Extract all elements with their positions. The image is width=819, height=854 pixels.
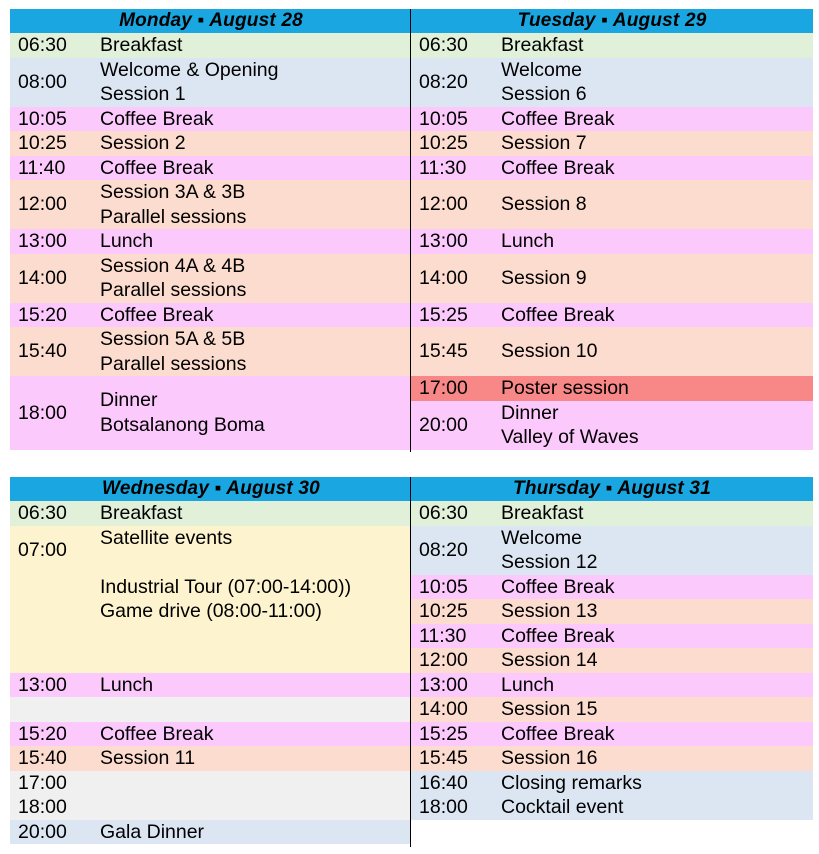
row-event: Session 2 — [100, 132, 186, 154]
row-time: 08:20 — [419, 70, 468, 93]
schedule-row — [411, 156, 813, 181]
row-time: 14:00 — [18, 266, 67, 289]
row-event: Coffee Break — [100, 156, 214, 179]
row-time: 15:40 — [18, 747, 67, 769]
row-time: 11:30 — [419, 624, 467, 647]
row-time: 11:30 — [419, 156, 467, 179]
schedule-row — [411, 327, 813, 376]
row-time: 06:30 — [419, 502, 468, 524]
row-event: Coffee Break — [501, 107, 615, 130]
row-event: Coffee Break — [501, 303, 615, 326]
row-event: Coffee Break — [100, 722, 214, 745]
row-event: Session 14 — [501, 649, 598, 671]
day-header-tuesday: Tuesday ▪ August 29 — [411, 9, 813, 33]
row-time: 14:00 — [419, 698, 468, 720]
row-event: Coffee Break — [100, 107, 214, 130]
row-event: Breakfast — [100, 34, 183, 56]
row-time: 15:25 — [419, 303, 468, 326]
row-event: Closing remarks — [501, 771, 642, 794]
row-time: 11:40 — [18, 156, 66, 179]
schedule-row — [411, 575, 813, 600]
row-event: Session 15 — [501, 698, 598, 720]
row-time: 15:45 — [419, 340, 468, 363]
row-time: 20:00 — [419, 413, 468, 436]
schedule-row — [411, 376, 813, 401]
row-time: 10:25 — [419, 600, 468, 622]
row-event: Dinner Valley of Waves — [501, 401, 639, 448]
row-event: Session 7 — [501, 132, 587, 154]
day-header-wednesday: Wednesday ▪ August 30 — [10, 477, 412, 501]
schedule-row — [10, 722, 412, 747]
row-time: 14:00 — [419, 266, 468, 289]
row-time: 13:00 — [18, 673, 67, 696]
schedule-row — [411, 746, 813, 771]
day-panel-tuesday — [411, 9, 813, 450]
row-event: Session 5A & 5B Parallel sessions — [100, 328, 247, 375]
row-time: 15:20 — [18, 722, 67, 745]
schedule-row — [10, 697, 412, 722]
schedule-row — [10, 526, 412, 673]
day-panel-monday — [10, 9, 412, 450]
schedule-row — [411, 229, 813, 254]
row-event: Session 11 — [100, 747, 196, 769]
schedule-row — [411, 697, 813, 722]
row-time: 06:30 — [18, 34, 67, 56]
row-event: Session 4A & 4B Parallel sessions — [100, 254, 247, 301]
schedule-row — [411, 820, 813, 845]
row-event: Poster session — [501, 377, 629, 399]
row-event: Coffee Break — [100, 303, 214, 326]
row-event: Lunch — [100, 673, 154, 696]
row-event: Gala Dinner — [100, 820, 205, 843]
day-header-thursday: Thursday ▪ August 31 — [411, 477, 813, 501]
row-event: Coffee Break — [501, 156, 615, 179]
row-event: Lunch — [100, 230, 154, 252]
schedule-row — [411, 599, 813, 624]
row-event: Cocktail event — [501, 796, 624, 818]
day-panel-thursday — [411, 477, 813, 844]
row-time: 18:00 — [419, 796, 468, 818]
schedule-row — [411, 58, 813, 107]
row-event: Session 8 — [501, 193, 587, 216]
row-time: 06:30 — [419, 34, 468, 56]
schedule-row — [10, 229, 412, 254]
schedule-row — [411, 722, 813, 747]
schedule-row — [10, 673, 412, 698]
schedule-row — [411, 107, 813, 132]
row-time: 15:40 — [18, 340, 67, 363]
row-event: Session 13 — [501, 600, 598, 622]
schedule-row — [411, 401, 813, 450]
row-time: 12:00 — [419, 649, 468, 671]
day-header-monday: Monday ▪ August 28 — [10, 9, 412, 33]
schedule-row — [10, 376, 412, 450]
row-event: Breakfast — [501, 34, 584, 56]
row-event: Welcome Session 6 — [501, 58, 587, 105]
schedule-row — [411, 673, 813, 698]
row-time: 13:00 — [419, 673, 468, 696]
row-event: Session 16 — [501, 747, 598, 769]
row-time: 12:00 — [18, 193, 67, 216]
row-event: Coffee Break — [501, 575, 615, 598]
column-divider-top — [410, 9, 411, 452]
row-event: Session 9 — [501, 266, 587, 289]
schedule-row — [411, 303, 813, 328]
schedule-rows-monday — [10, 33, 412, 450]
schedule-row — [10, 795, 412, 820]
row-event: Lunch — [501, 230, 555, 252]
schedule-row — [10, 131, 412, 156]
schedule-row — [411, 624, 813, 649]
schedule-row — [411, 254, 813, 303]
schedule-row — [10, 156, 412, 181]
schedule-row — [10, 58, 412, 107]
schedule-row — [411, 648, 813, 673]
row-time: 15:20 — [18, 303, 67, 326]
row-time: 13:00 — [419, 230, 468, 252]
row-time: 17:00 — [419, 377, 468, 399]
schedule-row — [411, 526, 813, 575]
schedule-row — [411, 795, 813, 820]
schedule-row — [10, 303, 412, 328]
row-time: 10:05 — [419, 575, 468, 598]
column-divider-bottom — [410, 477, 411, 847]
day-panel-wednesday — [10, 477, 412, 844]
row-time: 07:00 — [18, 538, 67, 561]
row-event: Coffee Break — [501, 624, 615, 647]
schedule-rows-thursday — [411, 501, 813, 844]
schedule-row — [10, 33, 412, 58]
row-time: 20:00 — [18, 820, 67, 843]
row-time: 15:25 — [419, 722, 468, 745]
row-event: Coffee Break — [501, 722, 615, 745]
row-time: 17:00 — [18, 771, 67, 794]
schedule-row — [10, 501, 412, 526]
row-event: Session 3A & 3B Parallel sessions — [100, 181, 247, 228]
row-event: Lunch — [501, 673, 555, 696]
row-event: Session 10 — [501, 340, 598, 363]
row-event: Dinner Botsalanong Boma — [100, 389, 265, 436]
schedule-row — [10, 180, 412, 229]
schedule-row — [411, 33, 813, 58]
schedule-row — [10, 107, 412, 132]
schedule-rows-wednesday — [10, 501, 412, 844]
schedule-row — [10, 771, 412, 796]
row-time: 18:00 — [18, 401, 67, 424]
row-time: 10:05 — [419, 107, 468, 130]
schedule-rows-tuesday — [411, 33, 813, 450]
row-event: Welcome & Opening Session 1 — [100, 58, 279, 105]
schedule-row — [10, 327, 412, 376]
row-time: 13:00 — [18, 230, 67, 252]
schedule-row — [10, 746, 412, 771]
row-time: 08:00 — [18, 70, 67, 93]
row-time: 15:45 — [419, 747, 468, 769]
row-event: Breakfast — [501, 502, 584, 524]
row-time: 10:25 — [419, 132, 468, 154]
row-time: 10:25 — [18, 132, 67, 154]
row-event: Welcome Session 12 — [501, 526, 598, 573]
schedule-row — [411, 501, 813, 526]
schedule-row — [411, 771, 813, 796]
schedule-row — [411, 180, 813, 229]
row-time: 18:00 — [18, 796, 67, 818]
schedule-row — [10, 254, 412, 303]
row-time: 10:05 — [18, 107, 67, 130]
row-event: Satellite events Industrial Tour (07:00-14:00)) Game drive (08:00-11:00) — [100, 526, 352, 622]
row-time: 12:00 — [419, 193, 468, 216]
schedule-row — [10, 820, 412, 845]
row-time: 16:40 — [419, 771, 468, 794]
row-time: 06:30 — [18, 502, 67, 524]
row-event: Breakfast — [100, 502, 183, 524]
schedule-row — [411, 131, 813, 156]
row-time: 08:20 — [419, 538, 468, 561]
